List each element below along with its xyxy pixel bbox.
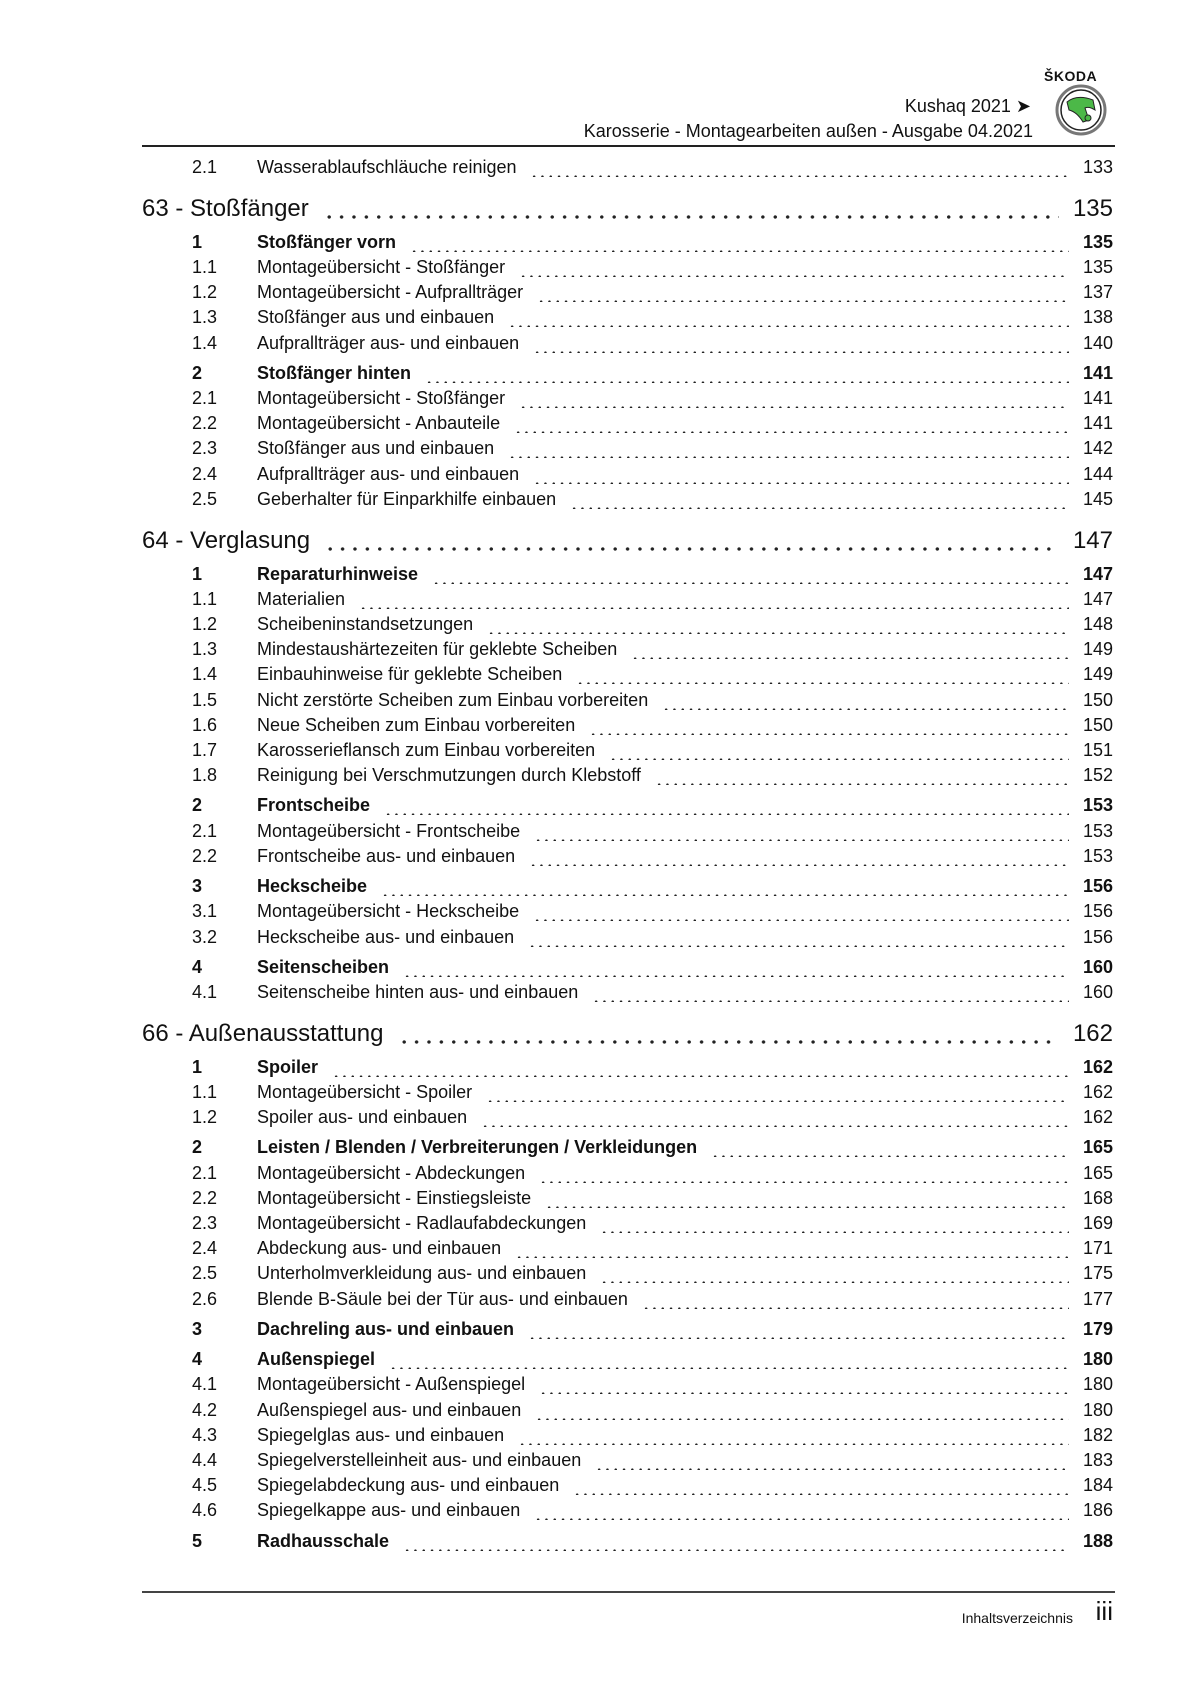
entry-page: 153 (1082, 845, 1113, 866)
entry-title: Montageübersicht - Heckscheibe (257, 901, 520, 922)
entry-page: 180 (1082, 1349, 1113, 1370)
entry-page: 156 (1082, 901, 1113, 922)
entry-title: Unterholmverkleidung aus- und einbauen (257, 1263, 587, 1284)
entry-number: 2.2 (192, 1187, 218, 1208)
entry-page: 156 (1082, 926, 1113, 947)
toc-item[interactable] (142, 614, 1113, 639)
dot-leader (403, 975, 1069, 977)
toc-group[interactable] (142, 564, 1113, 589)
entry-page: 135 (1082, 256, 1113, 277)
entry-number: 1.6 (192, 714, 218, 735)
entry-number: 2.5 (192, 1263, 218, 1284)
toc-item[interactable] (142, 664, 1113, 689)
toc-item[interactable] (142, 901, 1113, 926)
entry-page: 153 (1082, 820, 1113, 841)
entry-title: Montageübersicht - Stoßfänger (257, 256, 506, 277)
entry-title: Montageübersicht - Außenspiegel (257, 1374, 526, 1395)
entry-number: 1.5 (192, 689, 218, 710)
entry-page: 150 (1082, 689, 1113, 710)
dot-leader (324, 547, 1059, 551)
entry-number: 1.2 (192, 282, 218, 303)
entry-title: Außenspiegel (257, 1349, 376, 1370)
entry-number: 4.1 (192, 1374, 218, 1395)
dot-leader (655, 783, 1069, 785)
toc-item[interactable] (142, 1188, 1113, 1213)
entry-title: 63 - Stoßfänger (142, 195, 309, 223)
document-subtitle: Karosserie - Montagearbeiten außen - Ausgabe 04.2021 (583, 121, 1033, 141)
entry-page: 162 (1082, 1081, 1113, 1102)
entry-page: 149 (1082, 639, 1113, 660)
entry-page: 151 (1082, 739, 1113, 760)
entry-page: 162 (1072, 1020, 1113, 1048)
toc-item[interactable] (142, 589, 1113, 614)
toc-item[interactable] (142, 639, 1113, 664)
dot-leader (642, 1307, 1069, 1309)
entry-page: 148 (1082, 613, 1113, 634)
document-model: Kushaq 2021 ➤ (904, 96, 1031, 116)
entry-title: Montageübersicht - Aufprallträger (257, 282, 524, 303)
entry-page: 147 (1082, 588, 1113, 609)
entry-title: Montageübersicht - Stoßfänger (257, 388, 506, 408)
entry-page: 135 (1072, 195, 1113, 223)
entry-page: 165 (1082, 1137, 1113, 1158)
toc-chapter[interactable] (142, 527, 1113, 557)
footer-label: Inhaltsverzeichnis (961, 1610, 1073, 1626)
entry-title: Neue Scheiben zum Einbau vorbereiten (257, 714, 576, 735)
toc-item[interactable] (142, 282, 1113, 307)
dot-leader (403, 1549, 1069, 1551)
entry-title: Leisten / Blenden / Verbreiterungen / Verkleidungen (257, 1137, 698, 1158)
toc-group[interactable] (142, 1349, 1113, 1374)
dot-leader (519, 406, 1069, 408)
dot-leader (662, 708, 1069, 710)
toc-item[interactable] (142, 715, 1113, 740)
entry-page: 140 (1082, 332, 1113, 353)
toc-chapter[interactable] (142, 195, 1113, 225)
dot-leader (359, 607, 1069, 609)
toc-item[interactable] (142, 1238, 1113, 1263)
dot-leader (323, 215, 1059, 219)
entry-page: 160 (1082, 956, 1113, 977)
dot-leader (539, 1181, 1069, 1183)
entry-title: Stoßfänger aus und einbauen (257, 438, 495, 459)
entry-number: 4.6 (192, 1500, 218, 1521)
dot-leader (381, 894, 1069, 896)
dot-leader (332, 1075, 1069, 1077)
dot-leader (389, 1367, 1069, 1369)
toc-group[interactable] (142, 795, 1113, 820)
entry-number: 1 (192, 563, 203, 584)
toc-group[interactable] (142, 1137, 1113, 1162)
dot-leader (410, 250, 1069, 252)
entry-number: 2.5 (192, 488, 218, 509)
toc-item[interactable] (142, 1475, 1113, 1500)
entry-title: Montageübersicht - Spoiler (257, 1081, 473, 1102)
entry-number: 1.2 (192, 1107, 218, 1128)
dot-leader (528, 1337, 1069, 1339)
toc-item[interactable] (142, 740, 1113, 765)
entry-number: 3.1 (192, 901, 218, 922)
entry-title: Montageübersicht - Frontscheibe (257, 820, 521, 841)
entry-title: Karosserieflansch zum Einbau vorbereiten (257, 739, 596, 760)
dot-leader (533, 919, 1069, 921)
entry-number: 3 (192, 1318, 203, 1339)
toc-item[interactable] (142, 307, 1113, 332)
entry-number: 2 (192, 362, 203, 383)
dot-leader (573, 1493, 1069, 1495)
dot-leader (487, 632, 1069, 634)
dot-leader (534, 1518, 1069, 1520)
entry-page: 160 (1082, 982, 1113, 1002)
entry-number: 2.3 (192, 438, 218, 459)
page-number: iii (1095, 1596, 1113, 1626)
toc-item[interactable] (142, 1450, 1113, 1475)
entry-page: 141 (1082, 362, 1113, 383)
entry-title: Außenspiegel aus- und einbauen (257, 1399, 522, 1420)
dot-leader (528, 945, 1069, 947)
toc-group[interactable] (142, 1531, 1113, 1556)
entry-page: 150 (1082, 714, 1113, 735)
entry-page: 175 (1082, 1263, 1113, 1284)
entry-number: 2 (192, 1137, 203, 1158)
entry-page: 182 (1082, 1424, 1113, 1445)
entry-number: 2.1 (192, 1162, 218, 1183)
skoda-logo-icon (1055, 84, 1107, 136)
entry-number: 3.2 (192, 926, 218, 947)
dot-leader (534, 839, 1069, 841)
entry-title: Seitenscheibe hinten aus- und einbauen (257, 982, 579, 1002)
dot-leader (515, 1256, 1069, 1258)
toc-chapter[interactable] (142, 1020, 1113, 1050)
entry-title: Spiegelverstelleinheit aus- und einbauen (257, 1450, 582, 1470)
toc-group[interactable] (142, 876, 1113, 901)
toc-item[interactable] (142, 846, 1113, 871)
toc-item[interactable] (142, 489, 1113, 514)
entry-page: 162 (1082, 1056, 1113, 1077)
entry-title: Reparaturhinweise (257, 563, 419, 584)
entry-page: 169 (1082, 1213, 1113, 1233)
entry-page: 180 (1082, 1374, 1113, 1395)
toc-group[interactable] (142, 363, 1113, 388)
entry-number: 5 (192, 1530, 203, 1551)
entry-page: 147 (1082, 563, 1113, 584)
entry-number: 2.6 (192, 1288, 218, 1309)
toc-item[interactable] (142, 765, 1113, 790)
entry-title: Wasserablaufschläuche reinigen (257, 157, 517, 177)
dot-leader (592, 1000, 1069, 1002)
entry-number: 4 (192, 1349, 203, 1370)
entry-number: 2.4 (192, 1238, 218, 1259)
entry-page: 137 (1082, 282, 1113, 303)
entry-title: Aufprallträger aus- und einbauen (257, 463, 520, 484)
toc-item[interactable] (142, 1289, 1113, 1314)
entry-number: 2.1 (192, 820, 218, 841)
entry-title: Mindestaushärtezeiten für geklebte Scheiben (257, 639, 618, 660)
entry-title: Montageübersicht - Einstiegsleiste (257, 1187, 532, 1208)
entry-page: 152 (1082, 765, 1113, 786)
entry-number: 1.1 (192, 588, 218, 609)
toc-item[interactable] (142, 1500, 1113, 1525)
dot-leader (514, 431, 1069, 433)
entry-title: Seitenscheiben (257, 956, 390, 977)
toc-item[interactable] (142, 1082, 1113, 1107)
entry-page: 156 (1082, 876, 1113, 897)
entry-number: 1 (192, 1056, 203, 1077)
entry-title: Radhausschale (257, 1530, 390, 1551)
entry-title: Blende B-Säule bei der Tür aus- und einbauen (257, 1288, 628, 1309)
entry-number: 2.2 (192, 845, 218, 866)
entry-page: 141 (1082, 388, 1113, 408)
entry-number: 1.4 (192, 664, 218, 685)
toc-item[interactable] (142, 821, 1113, 846)
entry-number: 2.1 (192, 388, 218, 408)
toc-item[interactable] (142, 388, 1113, 413)
entry-title: Heckscheibe aus- und einbauen (257, 926, 515, 947)
entry-title: 64 - Verglasung (142, 527, 311, 554)
entry-number: 1.8 (192, 765, 218, 786)
entry-number: 3 (192, 876, 203, 897)
entry-page: 171 (1082, 1238, 1113, 1259)
dot-leader (535, 1418, 1069, 1420)
dot-leader (481, 1125, 1069, 1127)
entry-number: 1.7 (192, 739, 218, 760)
entry-page: 165 (1082, 1162, 1113, 1183)
dot-leader (425, 381, 1069, 383)
entry-page: 138 (1082, 307, 1113, 328)
entry-title: Dachreling aus- und einbauen (257, 1318, 515, 1339)
entry-page: 144 (1082, 463, 1113, 484)
entry-title: Spoiler (257, 1056, 319, 1077)
entry-number: 2.4 (192, 463, 218, 484)
entry-title: Stoßfänger hinten (257, 362, 411, 383)
toc-item[interactable] (142, 1213, 1113, 1238)
entry-title: Geberhalter für Einparkhilfe einbauen (257, 488, 557, 509)
footer-divider (142, 1591, 1115, 1593)
entry-page: 186 (1082, 1500, 1113, 1521)
dot-leader (711, 1155, 1069, 1157)
entry-number: 1 (192, 231, 203, 252)
entry-page: 153 (1082, 795, 1113, 816)
dot-leader (631, 657, 1069, 659)
dot-leader (432, 582, 1069, 584)
dot-leader (533, 482, 1069, 484)
dot-leader (609, 758, 1069, 760)
dot-leader (595, 1468, 1069, 1470)
dot-leader (398, 1040, 1059, 1044)
entry-title: Montageübersicht - Radlaufabdeckungen (257, 1213, 587, 1233)
toc-group[interactable] (142, 957, 1113, 982)
entry-number: 1.3 (192, 307, 218, 328)
entry-page: 149 (1082, 664, 1113, 685)
entry-number: 4.1 (192, 982, 218, 1002)
toc-item[interactable] (142, 927, 1113, 952)
entry-title: Stoßfänger aus und einbauen (257, 307, 495, 328)
entry-number: 2.2 (192, 413, 218, 434)
toc-item[interactable] (142, 1163, 1113, 1188)
entry-page: 142 (1082, 438, 1113, 459)
dot-leader (529, 864, 1069, 866)
entry-title: Aufprallträger aus- und einbauen (257, 332, 520, 353)
entry-title: Frontscheibe aus- und einbauen (257, 845, 516, 866)
entry-number: 2.1 (192, 157, 218, 177)
toc-item[interactable] (142, 333, 1113, 358)
entry-title: Nicht zerstörte Scheiben zum Einbau vorbereiten (257, 689, 649, 710)
entry-number: 1.2 (192, 613, 218, 634)
dot-leader (508, 456, 1069, 458)
entry-title: Abdeckung aus- und einbauen (257, 1238, 502, 1259)
entry-title: Montageübersicht - Anbauteile (257, 413, 501, 434)
entry-page: 183 (1082, 1450, 1113, 1470)
dot-leader (539, 1392, 1069, 1394)
entry-title: Spoiler aus- und einbauen (257, 1107, 468, 1128)
entry-number: 4.3 (192, 1424, 218, 1445)
dot-leader (384, 813, 1069, 815)
entry-page: 177 (1082, 1288, 1113, 1309)
toc-item[interactable] (142, 438, 1113, 463)
entry-number: 2.3 (192, 1213, 218, 1233)
toc-item[interactable] (142, 157, 1113, 182)
entry-title: Frontscheibe (257, 795, 371, 816)
entry-page: 145 (1082, 488, 1113, 509)
dot-leader (545, 1206, 1069, 1208)
entry-number: 1.3 (192, 639, 218, 660)
dot-leader (589, 733, 1069, 735)
entry-title: Scheibeninstandsetzungen (257, 613, 474, 634)
entry-number: 1.4 (192, 332, 218, 353)
entry-page: 168 (1082, 1187, 1113, 1208)
toc-group[interactable] (142, 232, 1113, 257)
toc-item[interactable] (142, 1107, 1113, 1132)
header-divider (142, 145, 1115, 147)
entry-title: Spiegelglas aus- und einbauen (257, 1424, 505, 1445)
entry-number: 4.5 (192, 1475, 218, 1496)
toc-item[interactable] (142, 982, 1113, 1007)
entry-title: Stoßfänger vorn (257, 231, 397, 252)
toc-item[interactable] (142, 1425, 1113, 1450)
entry-title: Reinigung bei Verschmutzungen durch Klebstoff (257, 765, 641, 786)
dot-leader (530, 175, 1068, 177)
entry-page: 147 (1072, 527, 1113, 554)
entry-number: 2 (192, 795, 203, 816)
dot-leader (600, 1231, 1069, 1233)
entry-number: 1.1 (192, 1081, 218, 1102)
entry-page: 180 (1082, 1399, 1113, 1420)
entry-page: 179 (1082, 1318, 1113, 1339)
toc-item[interactable] (142, 1374, 1113, 1399)
entry-number: 4.2 (192, 1399, 218, 1420)
toc-item[interactable] (142, 464, 1113, 489)
entry-title: Montageübersicht - Abdeckungen (257, 1162, 526, 1183)
dot-leader (570, 507, 1069, 509)
toc-item[interactable] (142, 1263, 1113, 1288)
entry-page: 184 (1082, 1475, 1113, 1496)
toc-group[interactable] (142, 1319, 1113, 1344)
entry-page: 188 (1082, 1530, 1113, 1551)
dot-leader (486, 1100, 1069, 1102)
dot-leader (518, 1443, 1069, 1445)
dot-leader (600, 1281, 1069, 1283)
entry-title: Spiegelabdeckung aus- und einbauen (257, 1475, 560, 1496)
dot-leader (508, 325, 1069, 327)
toc-item[interactable] (142, 257, 1113, 282)
dot-leader (576, 682, 1069, 684)
entry-title: 66 - Außenausstattung (142, 1020, 384, 1048)
toc-item[interactable] (142, 690, 1113, 715)
toc-item[interactable] (142, 1400, 1113, 1425)
entry-title: Materialien (257, 588, 346, 609)
entry-title: Heckscheibe (257, 876, 368, 897)
entry-title: Einbauhinweise für geklebte Scheiben (257, 664, 563, 685)
entry-page: 162 (1082, 1107, 1113, 1128)
toc-group[interactable] (142, 1057, 1113, 1082)
entry-title: Spiegelkappe aus- und einbauen (257, 1500, 521, 1521)
entry-number: 4.4 (192, 1450, 218, 1470)
toc-item[interactable] (142, 413, 1113, 438)
entry-page: 135 (1082, 231, 1113, 252)
entry-page: 133 (1082, 157, 1113, 177)
brand-wordmark: ŠKODA (1044, 68, 1098, 84)
entry-page: 141 (1082, 413, 1113, 434)
dot-leader (519, 275, 1069, 277)
entry-number: 4 (192, 956, 203, 977)
dot-leader (537, 300, 1069, 302)
entry-number: 1.1 (192, 256, 218, 277)
dot-leader (533, 351, 1069, 353)
